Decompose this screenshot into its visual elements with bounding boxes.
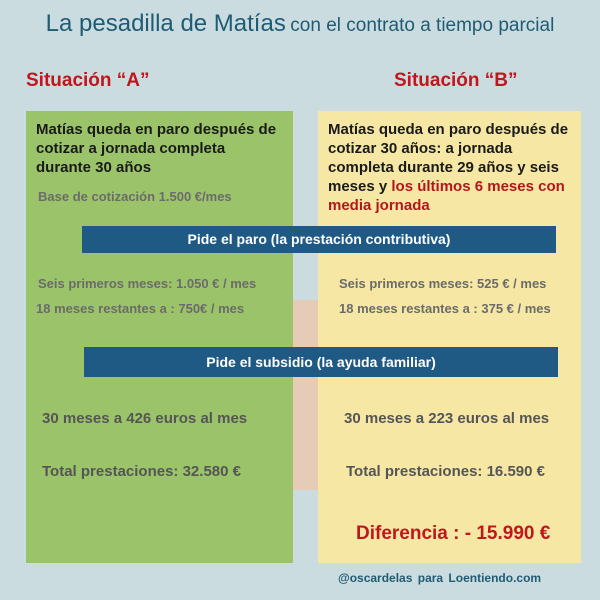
situation-a-intro: Matías queda en paro después de cotizar a jornada completa durante 30 años bbox=[36, 121, 277, 176]
situation-b-intro-part1: Matías queda en paro después de cotizar 30 años: a jornada completa durante 29 años y seis meses y bbox=[328, 121, 569, 195]
situation-b-intro bbox=[328, 120, 578, 215]
situation-b-label: Situación “B” bbox=[394, 70, 518, 91]
situation-a-label: Situación “A” bbox=[26, 70, 150, 91]
situation-a-paro-line2: 18 meses restantes a : 750€ / mes bbox=[36, 301, 245, 316]
situation-b-subsidio: 30 meses a 223 euros al mes bbox=[344, 410, 550, 427]
situation-b-paro-line1: Seis primeros meses: 525 € / mes bbox=[339, 276, 547, 291]
infographic-title bbox=[0, 10, 600, 38]
background-photo-strip bbox=[293, 300, 318, 490]
situation-a-base: Base de cotización 1.500 €/mes bbox=[38, 189, 232, 204]
difference-amount: Diferencia : - 15.990 € bbox=[356, 523, 551, 544]
subsidio-bar: Pide el subsidio (la ayuda familiar) bbox=[84, 347, 558, 377]
title-main: La pesadilla de Matías bbox=[45, 10, 286, 37]
footer-credit: @oscardelas para Loentiendo.com bbox=[338, 571, 542, 585]
situation-a-paro-line1: Seis primeros meses: 1.050 € / mes bbox=[38, 276, 257, 291]
situation-b-paro-line2: 18 meses restantes a : 375 € / mes bbox=[339, 301, 551, 316]
situation-a-total: Total prestaciones: 32.580 € bbox=[42, 463, 241, 480]
situation-a-panel bbox=[26, 111, 293, 563]
situation-b-intro-highlight: los últimos 6 meses con media jornada bbox=[328, 178, 565, 214]
paro-bar: Pide el paro (la prestación contributiva) bbox=[82, 226, 556, 253]
title-sub: con el contrato a tiempo parcial bbox=[290, 15, 555, 36]
situation-b-total: Total prestaciones: 16.590 € bbox=[346, 463, 545, 480]
situation-a-subsidio: 30 meses a 426 euros al mes bbox=[42, 410, 248, 427]
